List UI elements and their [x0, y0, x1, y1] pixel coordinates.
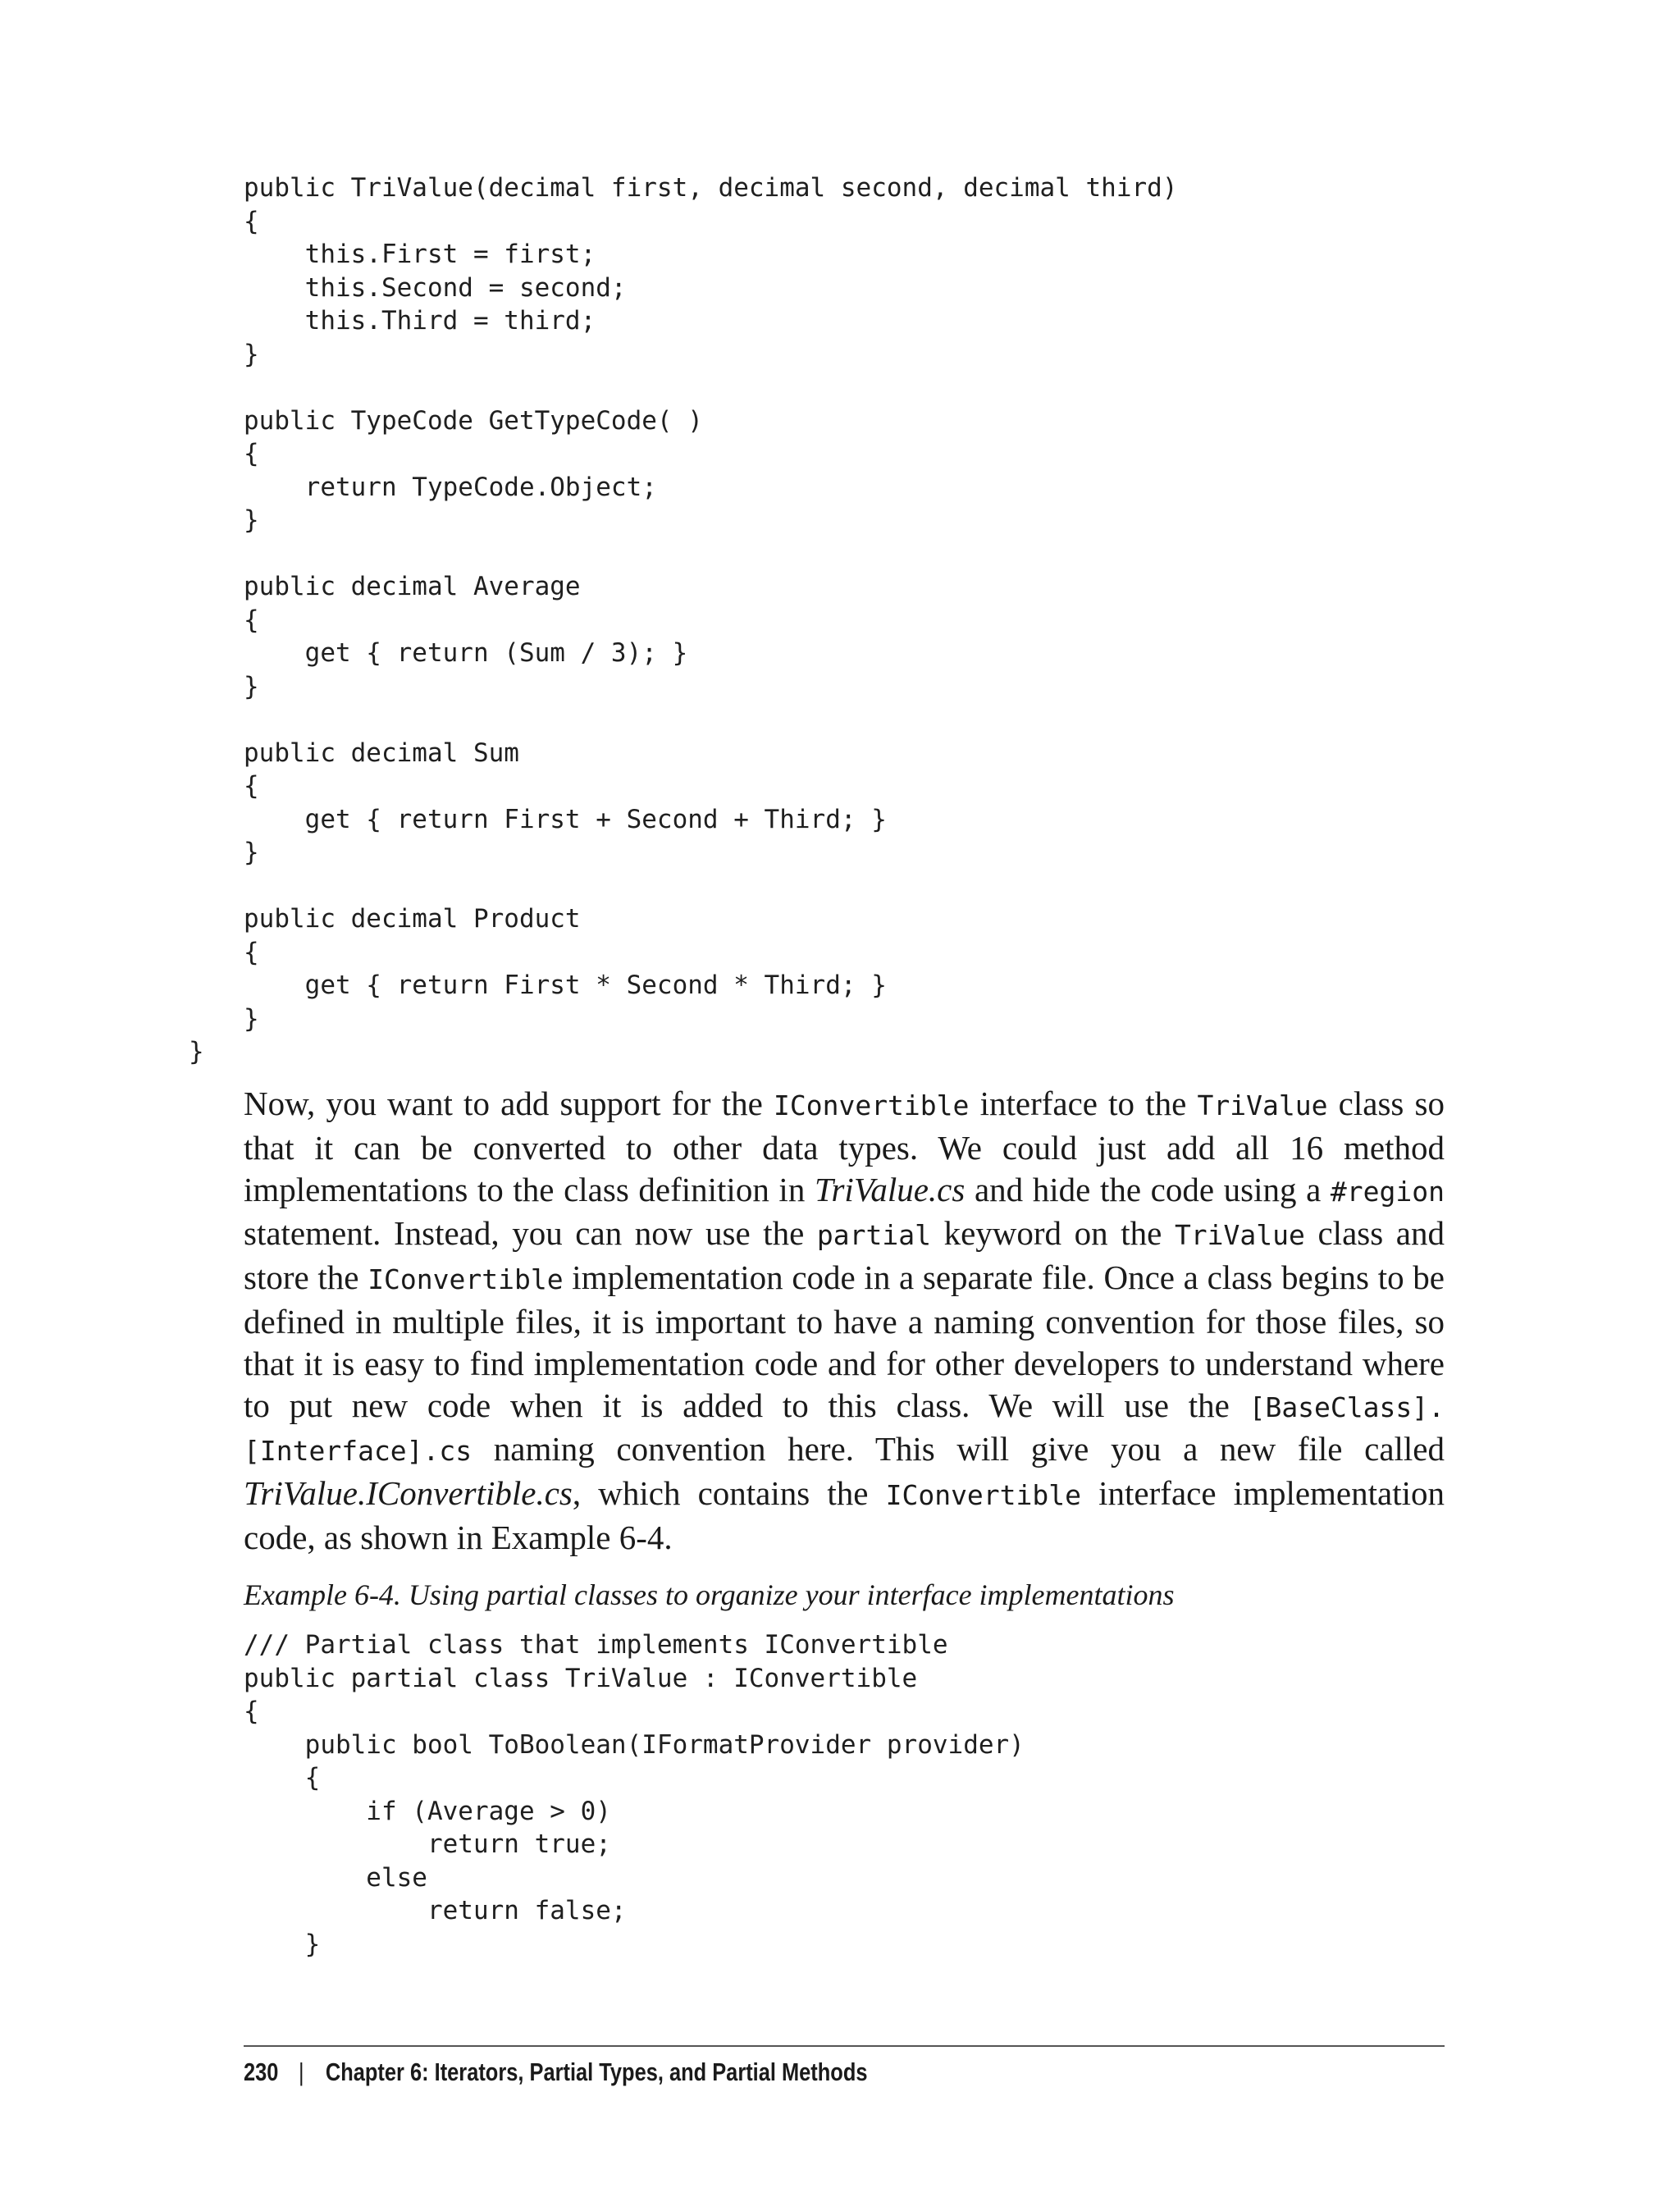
inline-code: partial	[816, 1219, 931, 1252]
paragraph-text: interface to the	[969, 1085, 1198, 1122]
code-line: return false;	[244, 1896, 627, 1925]
code-line: public decimal Average	[244, 572, 581, 601]
footer-rule	[244, 2045, 1445, 2047]
paragraph-text: implementation code in a separate file. Once a class begins to be defined in multiple files, it is important to have a naming convention for those files, so that it is easy to find implementation code and for other developers to understand where to put new code when it is added to this class. We will use the	[244, 1258, 1445, 1424]
paragraph-text: Now, you want to add support for the	[244, 1085, 774, 1122]
code-line: }	[244, 671, 259, 701]
code-line: if (Average > 0)	[244, 1796, 611, 1826]
code-line: {	[244, 1763, 321, 1793]
code-line: }	[244, 1003, 259, 1034]
code-line: public bool ToBoolean(IFormatProvider provider)	[244, 1729, 1025, 1760]
paragraph-text: and hide the code using a	[965, 1170, 1331, 1208]
code-line: }	[244, 505, 259, 535]
code-line	[244, 870, 1177, 903]
paragraph-text: naming convention here. This will give you a new file called	[472, 1430, 1445, 1468]
paragraph-text: interface implementation code, as shown in Example 6-4.	[244, 1474, 1445, 1556]
code-line: }	[244, 1929, 321, 1959]
inline-code: [BaseClass].[Interface].cs	[244, 1391, 1445, 1468]
code-line: else	[244, 1862, 427, 1893]
code-line	[244, 703, 1177, 737]
italic-filename: TriValue.cs	[814, 1170, 966, 1208]
code-line: {	[244, 1697, 259, 1726]
code-line: get { return First * Second * Third; }	[244, 971, 887, 1000]
code-line: public TriValue(decimal first, decimal second, decimal third)	[244, 173, 1178, 203]
code-line: this.Second = second;	[244, 272, 627, 303]
inline-code: #region	[1330, 1175, 1445, 1208]
code-line: return true;	[244, 1829, 611, 1859]
example-caption: Example 6-4. Using partial classes to organize your interface implementations	[244, 1578, 1175, 1611]
code-line	[244, 371, 1177, 404]
paragraph-text: , which contains the	[572, 1474, 886, 1513]
code-line: {	[244, 206, 259, 236]
page-footer	[244, 2056, 867, 2089]
inline-code: IConvertible	[773, 1089, 970, 1121]
code-line: {	[244, 439, 259, 468]
code-line: public TypeCode GetTypeCode( )	[244, 405, 703, 436]
paragraph-text: keyword on the	[931, 1214, 1175, 1253]
code-line	[244, 537, 1177, 571]
paragraph-text: statement. Instead, you can now use the	[244, 1214, 817, 1253]
inline-code: IConvertible	[368, 1263, 564, 1296]
chapter-title: Chapter 6: Iterators, Partial Types, and Partial Methods	[325, 2058, 868, 2086]
code-line: {	[244, 771, 259, 801]
code-line: get { return (Sum / 3); }	[244, 638, 688, 668]
code-line: {	[244, 605, 259, 635]
italic-filename: TriValue.IConvertible.cs	[244, 1474, 573, 1513]
footer-separator: |	[299, 2058, 304, 2086]
code-line: this.First = first;	[244, 240, 596, 269]
code-line: return TypeCode.Object;	[244, 472, 657, 502]
code-line: /// Partial class that implements IConvertible	[244, 1630, 948, 1660]
inline-code: TriValue	[1197, 1089, 1328, 1121]
code-listing-example-6-4	[244, 1628, 1025, 1961]
paragraph-text: class so that it can be converted to other data types. We could just add all 16 method implementations to the class definition in	[244, 1085, 1445, 1208]
code-line: get { return First + Second + Third; }	[244, 804, 887, 834]
code-line: {	[244, 937, 259, 967]
code-line: this.Third = third;	[244, 306, 596, 336]
inline-code: TriValue	[1174, 1219, 1305, 1252]
code-line: public partial class TriValue : IConvertible	[244, 1663, 918, 1693]
code-line: }	[189, 1037, 204, 1066]
inline-code: IConvertible	[885, 1479, 1082, 1512]
code-line: }	[244, 339, 259, 369]
code-line: public decimal Sum	[244, 738, 519, 768]
body-paragraph	[244, 1083, 1445, 1559]
page-number: 230	[244, 2058, 279, 2086]
code-listing-trivalue-members	[189, 171, 1178, 1069]
paragraph-text: class and store the	[244, 1214, 1445, 1297]
code-line: }	[244, 838, 259, 867]
code-line: public decimal Product	[244, 904, 581, 934]
